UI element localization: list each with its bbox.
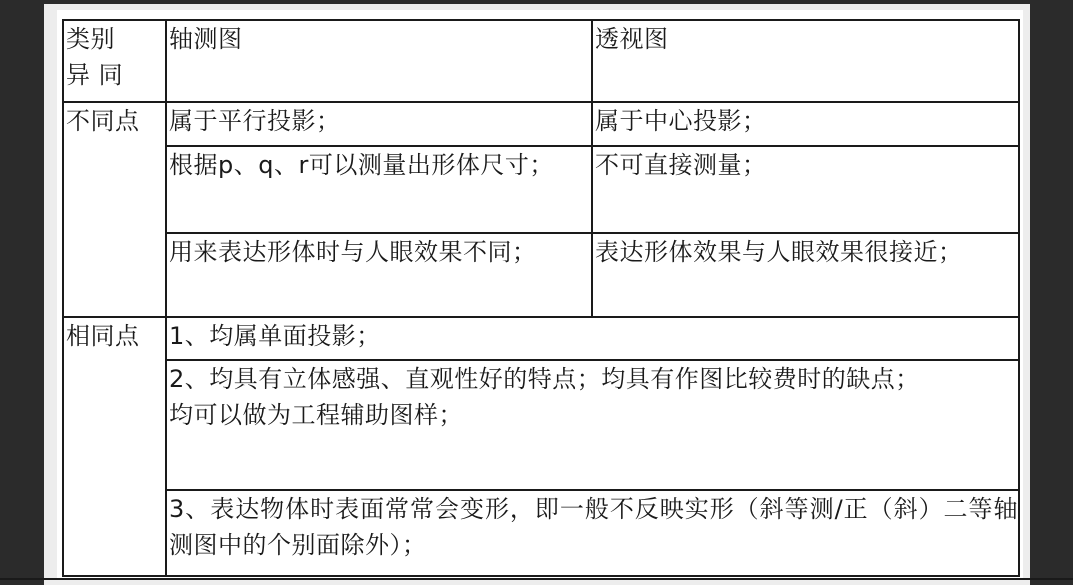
similarity-cell (166, 360, 1019, 490)
table-row (63, 102, 1019, 146)
corner-cell (63, 20, 166, 102)
bottom-rule (0, 578, 1073, 580)
similarity-cell: 3、表达物体时表面常常会变形，即一般不反映实形（斜等测/正（斜）二等轴测图中的个别面除外）； (166, 490, 1019, 576)
header-perspective: 透视图 (592, 20, 1019, 102)
differences-label: 不同点 (63, 102, 166, 317)
table-row (63, 233, 1019, 317)
diff-perspective-cell: 不可直接测量； (592, 146, 1019, 233)
table-row (63, 360, 1019, 490)
table-row (63, 317, 1019, 360)
similarity-text: 2、均具有立体感强、直观性好的特点；均具有作图比较费时的缺点； (169, 365, 920, 393)
diff-perspective-cell: 表达形体效果与人眼效果很接近； (592, 233, 1019, 317)
diff-axonometric-cell: 属于平行投影； (166, 102, 592, 146)
header-axonometric: 轴测图 (166, 20, 592, 102)
similarity-text: 均可以做为工程辅助图样； (169, 401, 463, 429)
comparison-table (62, 19, 1020, 577)
table-row (63, 146, 1019, 233)
corner-label-diff-same: 异 同 (66, 61, 124, 89)
similarities-label: 相同点 (63, 317, 166, 576)
similarity-cell: 1、均属单面投影； (166, 317, 1019, 360)
corner-label-category: 类别 (66, 25, 115, 53)
table-row (63, 490, 1019, 576)
header-row (63, 20, 1019, 102)
diff-perspective-cell: 属于中心投影； (592, 102, 1019, 146)
diff-axonometric-cell: 用来表达形体时与人眼效果不同； (166, 233, 592, 317)
diff-axonometric-cell: 根据p、q、r可以测量出形体尺寸； (166, 146, 592, 233)
